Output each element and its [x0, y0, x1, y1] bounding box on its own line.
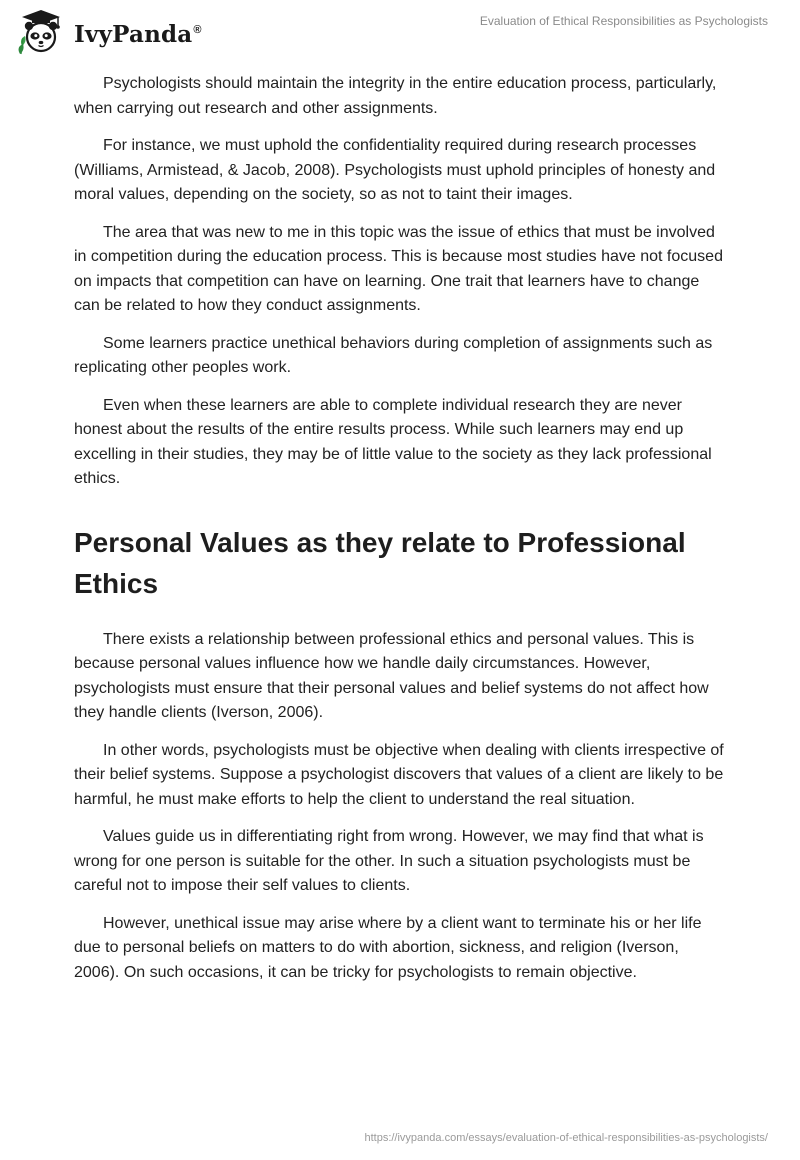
body-paragraph: The area that was new to me in this topic was the issue of ethics that must be involved in competition during the education process. This is because most studies have not focused on impacts that competition can have on learning. One trait that learners have to change can be related to how they conduct assignments.: [74, 223, 723, 314]
page-header: [0, 0, 800, 64]
section-heading: Personal Values as they relate to Professional Ethics: [74, 526, 686, 599]
panda-graduation-cap-icon: [14, 8, 68, 56]
source-url[interactable]: https://ivypanda.com/essays/evaluation-of-ethical-responsibilities-as-psychologists/: [364, 1132, 768, 1144]
body-paragraph: Some learners practice unethical behaviors during completion of assignments such as replicating other peoples work.: [74, 334, 713, 376]
ivypanda-logo[interactable]: [14, 8, 202, 56]
body-paragraph: Psychologists should maintain the integrity in the entire education process, particularly, when carrying out research and other assignments.: [74, 75, 717, 117]
body-paragraph: In other words, psychologists must be objective when dealing with clients irrespective of their belief systems. Suppose a psychologist discovers that values of a client are likely to be harmful, he must make efforts to help the client to understand the real situation.: [74, 741, 724, 808]
document-title: Evaluation of Ethical Responsibilities as Psychologists: [479, 14, 768, 28]
registered-mark: ®: [193, 23, 202, 36]
body-paragraph: For instance, we must uphold the confidentiality required during research processes (Williams, Armistead, & Jacob, 2008). Psychologists must uphold principles of honesty and moral values, depending on the society, so as not to taint their images.: [74, 137, 716, 203]
essay-content: [74, 72, 724, 998]
logo-text: IvyPanda®: [74, 20, 202, 48]
body-paragraph: Even when these learners are able to complete individual research they are never honest about the results of the entire results process. While such learners may end up excelling in their studies, they may be of little value to the society as they lack professional ethics.: [74, 396, 712, 487]
body-paragraph: Values guide us in differentiating right from wrong. However, we may find that what is wrong for one person is suitable for the other. In such a situation psychologists must be careful not to impose their self values to clients.: [74, 828, 704, 894]
body-paragraph: However, unethical issue may arise where by a client want to terminate his or her life due to personal beliefs on matters to do with abortion, sickness, and religion (Iverson, 2006). On such occasions, it can be tricky for psychologists to remain objective.: [74, 914, 702, 981]
body-paragraph: There exists a relationship between professional ethics and personal values. This is because personal values influence how we handle daily circumstances. However, psychologists must ensure that their personal values and belief systems do not affect how they handle clients (Iverson, 2006).: [74, 630, 709, 721]
